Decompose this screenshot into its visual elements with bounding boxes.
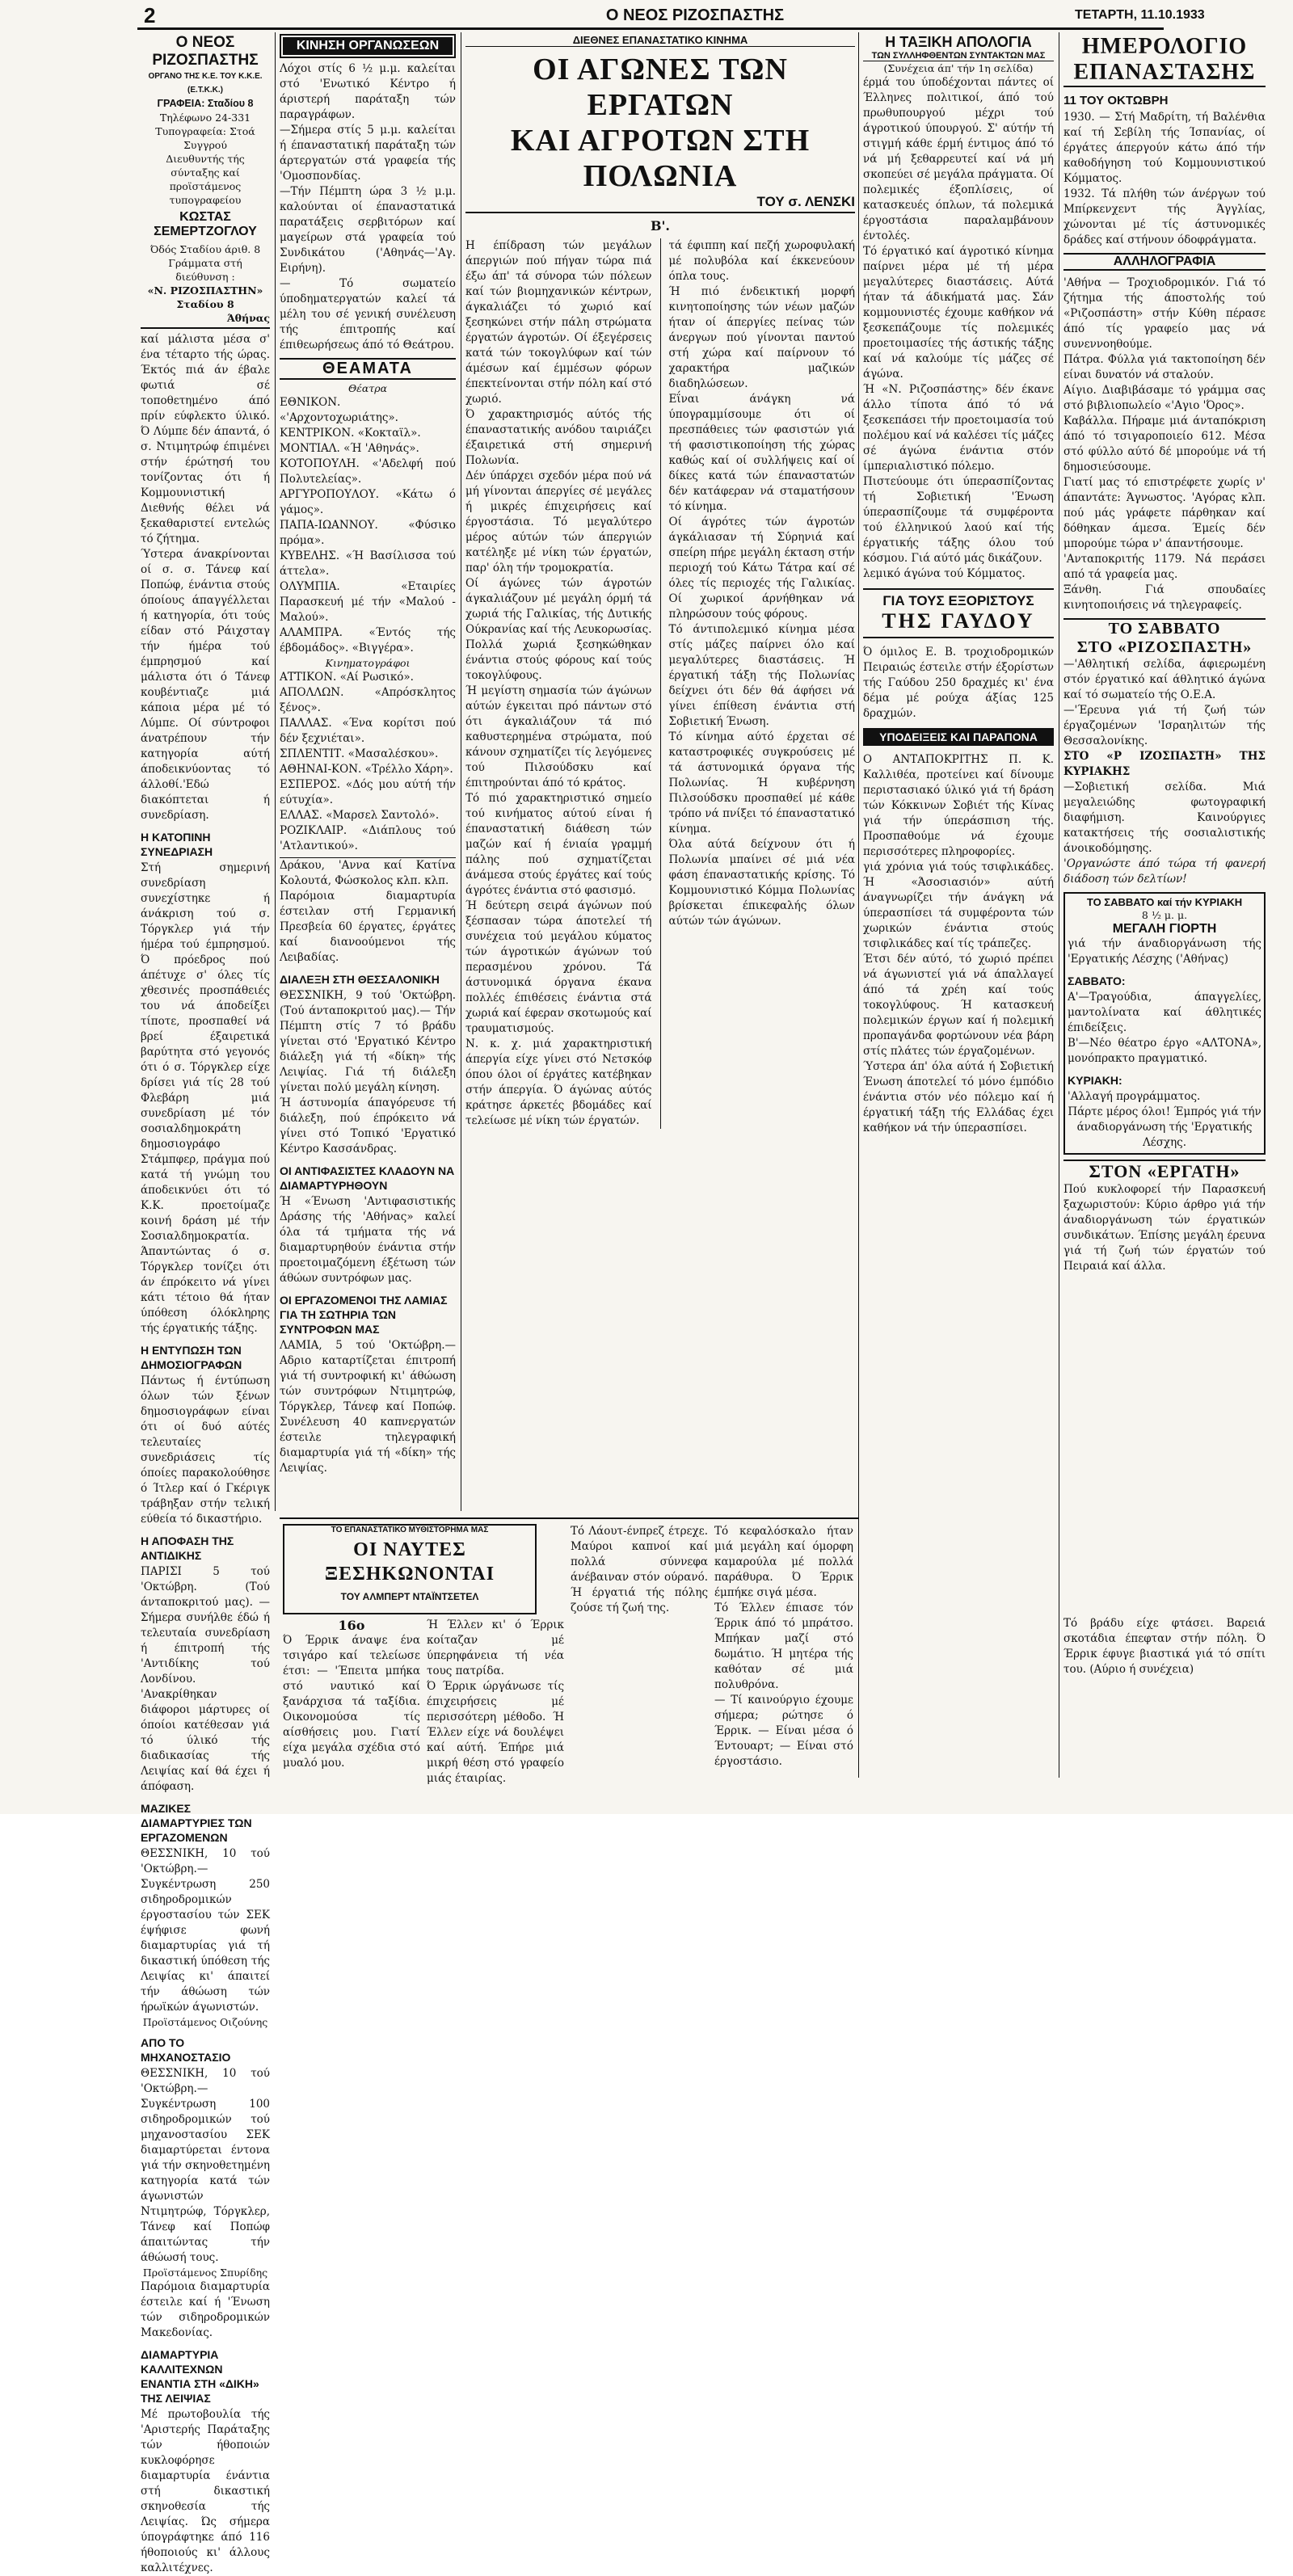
calendar-title: ΗΜΕΡΟΛΟΓΙΟ: [1081, 34, 1248, 59]
festival-line: ΤΟ ΣΑΒΒΑΤΟ καί τήν ΚΥΡΙΑΚΗ: [1086, 896, 1243, 908]
organizations-banner: [280, 34, 456, 58]
apology-title: Η ΤΑΞΙΚΗ ΑΠΟΛΟΓΙΑ: [885, 34, 1032, 50]
article-paragraph: — Τό σωματείο ύποδηματεργατών καλεί τά μέλη του σέ γενική συνέλευση τής έπιτροπής καί έπιθεωρήσεως άπό τό Θεάτρου.: [280, 277, 456, 351]
theatre-subheading: Θέατρα: [347, 382, 388, 394]
article-paragraph: Καβάλλα. Πήραμε μιά άνταπόκριση άπό τό τσιγαροποιείο 612. Μέσα στό φύλλο αύτό δέ μπορούμε νά τή δημοσιεύσουμε.: [1063, 415, 1266, 474]
article-paragraph: Ή «Ένωση 'Αντιφασιστικής Δράσης τής 'Αθήνας» καλεί όλα τά τμήματα τής νά διαμαρτυρηθούν ένάντια στήν προετοιμαζόμενη έξέτωση τών άθώων συντρόφων μας.: [280, 1195, 456, 1285]
section-rule: [280, 1517, 858, 1519]
direction: Διευθυντής τής σύνταξης καί προϊστάμενος τυπογραφείου: [166, 153, 245, 206]
article-column-right: [669, 238, 856, 1129]
column-rule: [858, 32, 859, 1778]
novel-banner: [283, 1524, 537, 1614]
theatre-listing: ΕΘΝΙΚΟΝ. «'Αρχοντοχωριάτης».: [280, 396, 398, 424]
novel-part: 16ο: [338, 1618, 365, 1633]
article-paragraph: —Τήν Πέμπτη ώρα 3 ½ μ.μ. καλούνται οί έπαναστατικά παρατάξεις σερβιτόρων καί μαγείρων στά γραφεία τού Συνδικάτου ('Αθηνάς—'Αγ. Ειρήνη).: [280, 185, 456, 275]
novel-column-3: [571, 1524, 708, 1804]
theatre-listing: ΚΟΤΟΠΟΥΛΗ. «'Αδελφή πού Πολυτελείας».: [280, 457, 456, 486]
article-paragraph: Δέν ύπάρχει σχεδόν μέρα πού νά μή γίνονται άπεργίες σέ μεγάλες ή μικρές έπιχειρήσεις καί έργοστάσια. Τό μεγαλύτερο μέρος αύτών τών άπεργιών κατέληξε μέ νίκη τών έργατών, παρ' όλη τήν τρομοκρατία.: [465, 469, 652, 575]
article-paragraph: Ν. κ. χ. μιά χαρακτηριστική άπεργία είχε γίνει στό Νετσκόφ όπου όλοι οί έργάτες κατέβηκαν στήν άπεργία. Ό άγώνας αύτός κράτησε άρκετές βδομάδες καί τελείωσε μέ νίκη τών έργατών.: [465, 1038, 652, 1127]
cinema-listing: ΑΤΤΙΚΟΝ. «Αί Ρωσικό».: [280, 671, 414, 684]
article-headline: ΟΙ ΑΓΩΝΕΣ ΤΩΝ ΕΡΓΑΤΩΝ: [533, 53, 788, 122]
section-heading: ΟΙ ΕΡΓΑΖΟΜΕΝΟΙ ΤΗΣ ΛΑΜΙΑΣ ΓΙΑ ΤΗ ΣΩΤΗΡΙΑ ΤΩΝ ΣΥΝΤΡΟΦΩΝ ΜΑΣ: [280, 1294, 448, 1336]
article-paragraph: —Σοβιετική σελίδα. Μιά μεγαλειώδης φωτογραφική διαφήμιση. Καινούργιες κατακτήσεις τής σοσιαλιστικής άνοικοδόμησης.: [1063, 781, 1266, 855]
festival-line: γιά τήν άναδιοργάνωση τής 'Εργατικής Λέσχης ('Αθήνας): [1068, 937, 1261, 966]
column-5: [863, 34, 1054, 1779]
article-paragraph: Πάτρα. Φύλλα γιά τακτοποίηση δέν είναι δυνατόν νά σταλούν.: [1063, 353, 1266, 381]
section-heading: Η ΕΝΤΥΠΩΣΗ ΤΩΝ ΔΗΜΟΣΙΟΓΡΑΦΩΝ: [141, 1344, 242, 1371]
masthead-rule: [137, 27, 1164, 30]
article-paragraph: Πάντως ή έντύπωση όλων τών ξένων δημοσιογράφων είναι ότι οί δυό αύτές τελευταίες συνεδριάσεις τίς όποίες παρακολούθησε ό Ίτλερ καί ό Γκέριγκ τράβηξαν στήν τελική εύθεία τό δικαστήριο.: [141, 1374, 270, 1526]
paper-subtitle: ΟΡΓΑΝΟ ΤΗΣ Κ.Ε. ΤΟΥ Κ.Κ.Ε. (Ε.Τ.Κ.Κ.): [148, 72, 263, 95]
novel-paragraph: Ή Έλλεν κι' ό Έρρικ κοίταζαν μέ ύπερηφάνεια τή νέα τους πατρίδα.: [427, 1618, 564, 1677]
novel-paragraph: Τό κεφαλόσκαλο ήταν μιά μεγάλη καί όμορφη καμαρούλα μέ πολλά παράθυρα. Ό Έρρικ έμπήκε σιγά μέσα.: [714, 1525, 853, 1599]
saturday-heading: ΤΟ ΣΑΒΒΑΤΟ: [1063, 618, 1266, 638]
article-paragraph: ΛΑΜΙΑ, 5 τού 'Οκτώβρη.— Αδριο καταρτίζεται έπιτροπή γιά τή συντροφική κι' άθώωση τών συντρόφων Ντιμητρώφ, Τόργκλερ, Τάνεφ καί Ποπώφ. Συνέλευση 40 καπνεργατών έστειλε τηλεγραφική διαμαρτυρία γιά τή «δίκη» τής Λειψίας.: [280, 1339, 456, 1475]
cinema-subheading: Κινηματογράφοι: [325, 657, 411, 669]
letters: Γράμματα στή διεύθυνση :: [168, 257, 242, 283]
continued-note: (Συνέχεια άπ' τήν 1η σελίδα): [883, 62, 1034, 74]
masthead-title: Ο ΝΕΟΣ ΡΙΖΟΣΠΑΣΤΗΣ: [605, 6, 785, 24]
theatre-list: [280, 395, 456, 656]
festival-line: Πάρτε μέρος όλοι! Έμπρός γιά τήν άναδιοργάνωση τής 'Εργατικής Λέσχης.: [1068, 1105, 1261, 1149]
novel-paragraph: — Τί καινούργιο έχουμε σήμερα; ρώτησε ό Έρρικ. — Είναι μέσα ό Έντουαρτ; — Είναι στό έργοστάσιο.: [714, 1694, 853, 1768]
article-paragraph: —'Αθλητική σελίδα, άφιερωμένη στόν έργατικό καί άθλητικό άγώνα καί τό σωματείο τής Ο.Ε.Α.: [1063, 658, 1266, 701]
article-paragraph: —Σήμερα στίς 5 μ.μ. καλείται ή έπαναστατική παράταξη τών άρτεργατών στά γραφεία τής 'Ομοσπονδίας.: [280, 124, 456, 183]
novel-column-5: [1063, 1616, 1266, 1804]
article-paragraph: 'Ανταποκριτής 1179. Νά περάσει από τά γραφεία μας.: [1063, 553, 1266, 581]
address: Όδός Σταδίου άριθ. 8: [150, 243, 261, 255]
article-paragraph: Εΐναι άνάγκη νά ύπογραμμίσουμε ότι οί πρεσπάθειες τών φασιστών γιά τή φασιστικοποίηση τής χώρας καθώς καί οί συλλήψεις καί οί δίκες κατά τών έπαναστατών δέν κατάφεραν νά σταματήσουν τό κίνημα.: [668, 393, 855, 513]
article-paragraph: Τό έργατικό καί άγροτικό κίνημα παίρνει μέρα μέ τή μέρα μεγαλύτερες διαστάσεις. Αύτά ήταν τά άδικήματά μας. Σάν κομμουνιστές έχουμε καθήκον νά ξεσκεπάζουμε τίς πολεμικές προετοιμασίες τής άστικής τάξης καί νά καλούμε τίς μάζες σέ άγώνα.: [863, 245, 1054, 381]
festival-line: ΣΑΒΒΑΤΟ:: [1068, 974, 1126, 987]
article-paragraph: Οί άγώνες τών άγροτών άγκαλιάζουν μέ μεγάλη όρμή τά χωριά τής Γαλικίας, τής Δυτικής Ούκρανίας καί τής Λευκορωσίας. Πολλά χωριά ξεσηκώθηκαν ένάντια στούς φόρους καί τούς τοκογλύφους.: [465, 577, 652, 682]
editor-name: ΚΩΣΤΑΣ ΣΕΜΕΡΤΖΟΓΛΟΥ: [154, 210, 257, 238]
paper-title: Ο ΝΕΟΣ ΡΙΖΟΣΠΑΣΤΗΣ: [152, 34, 259, 69]
article-paragraph: Ο ΑΝΤΑΠΟΚΡΙΤΗΣ Π. Κ. Καλλιθέα, προτείνει καί δίνουμε περιστασιακό ύλικό γιά τή δράση τών Κόκκινων Σοβιέτ τής Κίνας γιά τήν ύπεράσπιση τής. Προσπαθούμε νά έχουμε περισσότερες πληροφορίες.: [863, 753, 1054, 858]
article-paragraph: ΣΤΟ «Ρ ΙΖΟΣΠΑΣΤΗ» ΤΗΣ ΚΥΡΙΑΚΗΣ: [1063, 750, 1266, 778]
article-paragraph: Ή μεγίστη σημασία τών άγώνων αύτών έγκειται πρό πάντων στό ότι άγκαλιάζουν τά πιό καθυστερημένα στρώματα, πού κάνουν σχηματίζει τίς λεγόμενες τού Πιλσούδσκυ καί έπιτηρούνται άπό τό κράτος.: [465, 684, 652, 789]
article-paragraph: ΠΑΡΙΣΙ 5 τού 'Οκτώβρη. (Τού άνταποκριτού μας). — Σήμερα συνήλθε έδώ ή τελευταία συνεδρίαση ή έπιτροπή τής 'Αντιδίκης τού Λονδίνου. 'Ανακρίθηκαν διάφοροι μάρτυρες οί όποίοι κατέθεσαν γιά τό ύλικό τής διαδικασίας τής Λειψίας καί θά έχει ή άπόφαση.: [141, 1565, 270, 1793]
article-paragraph: 'Αθήνα — Τροχιοδρομικόν. Γιά τό ζήτημα τής άποστολής τού «Ριζοσπάστη» στήν Κύθη πέρασε άπό τίς γραφείο μας νά συνεννοηθούμε.: [1063, 276, 1266, 351]
article-paragraph: —'Έρευνα γιά τή ζωή τών έργαζομένων 'Ισραηλιτών τής Θεσσαλονίκης.: [1063, 704, 1266, 747]
section-heading: ΔΙΑΜΑΡΤΥΡΙΑ ΚΑΛΛΙΤΕΧΝΩΝ ΕΝΑΝΤΙΑ ΣΤΗ «ΔΙΚΗ» ΤΗΣ ΛΕΙΨΙΑΣ: [141, 2348, 259, 2405]
novel-paragraph: Ό Έρρικ ώργάνωσε τίς έπιχειρήσεις μέ περισσότερη μέθοδο. Ή Έλλεν είχε νά δουλέψει καί αύτή. Έπήρε μιά μικρή θέση στό γραφείο μιάς έταιρίας.: [427, 1680, 564, 1785]
article-paragraph: 'Οργανώστε άπό τώρα τή φανερή διάδοση τών δελτίων!: [1063, 857, 1266, 886]
section-heading: ΔΙΑΛΕΞΗ ΣΤΗ ΘΕΣΣΑΛΟΝΙΚΗ: [280, 973, 440, 986]
saturday-heading: ΣΤΟ «ΡΙΖΟΣΠΑΣΤΗ»: [1076, 638, 1253, 656]
article-paragraph: Λόχοι στίς 6 ½ μ.μ. καλείται στό 'Ενωτικό Κέντρο ή άριστερή παράταξη τών παραγράφων.: [280, 62, 456, 121]
organizations-title: ΚΙΝΗΣΗ ΟΡΓΑΝΩΣΕΩΝ: [283, 37, 453, 55]
column-rule: [660, 238, 661, 1129]
tips-banner: ΥΠΟΔΕΙΞΕΙΣ ΚΑΙ ΠΑΡΑΠΟΝΑ: [863, 728, 1054, 746]
section-heading: ΑΠΟ ΤΟ ΜΗΧΑΝΟΣΤΑΣΙΟ: [141, 2036, 231, 2064]
article-paragraph: Ή δεύτερη σειρά άγώνων πού ξέσπασαν τώρα άποτελεί τή συνέχεια τού μεγάλου κύματος τών άγροτικών άγώνων τού περασμένου χρόνου. Τά άστυνομικά όργανα έκανα πολλές έπιθέσεις ένάντια στά χωριά καί έφεραν σκοτωμούς καί τραυματισμούς.: [465, 899, 652, 1035]
theatre-listing: ΚΕΝΤΡΙΚΟΝ. «Κοκταϊλ».: [280, 427, 421, 440]
section-heading: Η ΚΑΤΟΠΙΝΗ ΣΥΝΕΔΡΙΑΣΗ: [141, 831, 213, 858]
cinema-listing: ΣΠΛΕΝΤΙΤ. «Μασαλέσκου».: [280, 747, 439, 760]
theatre-listing: ΚΥΒΕΛΗΣ. «Ή Βασίλισσα τού άττελα».: [280, 549, 456, 578]
exiles-banner: [863, 588, 1054, 638]
section-heading: ΜΑΖΙΚΕΣ ΔΙΑΜΑΡΤΥΡΙΕΣ ΤΩΝ ΕΡΓΑΖΟΜΕΝΩΝ: [141, 1802, 252, 1844]
calendar-title: ΕΠΑΝΑΣΤΑΣΗΣ: [1063, 60, 1266, 87]
article-paragraph: Δράκου, 'Αννα καί Κατίνα Κολουτά, Φώσκολος κλπ. κλπ.: [280, 859, 456, 887]
poland-article: [465, 34, 855, 1513]
cinema-list: [280, 670, 456, 854]
article-byline: ΤΟΥ σ. ΛΕΝΣΚΙ: [465, 194, 855, 213]
novel-kicker: ΤΟ ΕΠΑΝΑΣΤΑΤΙΚΟ ΜΥΘΙΣΤΟΡΗΜΑ ΜΑΣ: [331, 1526, 489, 1534]
article-column-left: [465, 238, 652, 1129]
cinema-listing: ΕΣΠΕΡΟΣ. «Δός μου αύτή τήν εύτυχία».: [280, 778, 456, 806]
article-paragraph: Στή σημερινή συνεδρίαση συνεχίστηκε ή άνάκριση τού σ. Τόργκλερ γιά τήν ήμέρα τού έμπρησμού. Ό πρόεδρος πού άπέτυχε σ' όλες τίς χθεσινές προσπάθειές του νά άποδείξει τίποτε, προσπαθεί νά βρεί έξαιρετικά βαρύτητα στό γεγονός ότι ό σ. Τόργκλερ είχε δρίσει γιά τίς 28 τού Φλεβάρη μιά συνεδρίαση μέ τόν σοσιαλδημοκράτη δημοσιογράφο Στάμπφερ, πράγμα πού κατά τή γνώμη του άποδεικνύει ότι τό Κ.Κ. προετοίμαζε κοινή δράση μέ τήν Σοσιαλδημοκρατία. Άπαντώντας ό σ. Τόργκλερ τονίζει ότι άν έπρόκειτο νά γίνει κάτι τέτοιο θά ήταν ύπόθεση όλόκληρης τής έργατικής τάξης.: [141, 861, 270, 1335]
letters-address: «Ν. ΡΙΖΟΣΠΑΣΤΗΝ» Σταδίου 8: [147, 284, 263, 310]
festival-line: 'Αλλαγή προγράμματος.: [1068, 1090, 1201, 1103]
festival-line: Α'—Τραγούδια, άπαγγελίες, μαντολίνατα καί άθλητικές έπιδείξεις.: [1068, 991, 1261, 1034]
theatre-listing: ΑΡΓΥΡΟΠΟΥΛΟΥ. «Κάτω ό γάμος».: [280, 488, 456, 516]
novel-paragraph: Τό βράδυ είχε φτάσει. Βαρειά σκοτάδια έπεφταν στήν πόλη. Ό Έρρικ έφυγε βιαστικά γιά τό σπίτι του. (Αύριο ή συνέχεια): [1063, 1617, 1266, 1676]
press: Τυπογραφεία: Στοά Συγγρού: [155, 125, 255, 151]
cinema-listing: ΕΛΛΑΣ. «Μαρσελ Σαντολό».: [280, 809, 440, 822]
article-paragraph: Ύστερα άπ' όλα αύτά ή Σοβιετική Ένωση άποτελεί τό μόνο έμπόδιο ένάντια στόν νέο πόλεμο καί ή έργατική τάξη τής Ελλάδας έχει καθήκον νά τήν ύπερασπίσει.: [863, 1060, 1054, 1134]
signature: Προϊστάμενος Σπυρίδης: [142, 2267, 268, 2279]
theatre-listing: ΑΛΑΜΠΡΑ. «Έντός τής έβδομάδος». «Βιγγέρα».: [280, 626, 456, 655]
cinema-listing: ΑΘΗΝΑΙ-ΚΟΝ. «Τρέλλο Χάρη».: [280, 763, 453, 776]
article-paragraph: Τό κίνημα αύτό έρχεται σέ καταστροφικές συγκρούσεις μέ τά άστυνομικά όργανα τής Πολωνίας. Ή κυβέρνηση Πιλσούδσκυ προσπαθεί μέ κάθε τρόπο νά πνίξει τό έπαναστατικό κίνημα.: [668, 730, 855, 836]
article-paragraph: Οί άγρότες τών άγροτών άγκάλιασαν τή Σύρηνιά καί σπείρη πήρε μεγάλη έκταση στήν περιοχή τού Κάτω Τάτρα καί σέ όλες τίς περιοχές τής Γαλικίας. Οί χωρικοί άρνήθηκαν νά πληρώσουν τούς φόρους.: [668, 516, 855, 621]
column-1: [141, 34, 270, 2574]
article-paragraph: Αίγιο. Διαβιβάσαμε τό γράμμα σας στό βιβλιοπωλείο «'Αγιο 'Όρος».: [1063, 384, 1266, 412]
article-paragraph: 1930. — Στή Μαδρίτη, τή Βαλένθια καί τή Σεβίλη τής Ίσπανίας, οί έργάτες άπεργούν κάτω άπό τήν καθοδήγηση τού Κομμουνιστικού Κόμματος.: [1063, 111, 1266, 185]
novel-author: ΤΟΥ ΑΛΜΠΕΡΤ ΝΤΑΪΝΤΣΕΤΕΛ: [340, 1591, 479, 1602]
cinema-listing: ΠΑΛΛΑΣ. «Ένα κορίτσι πού δέν ξεχνιέται».: [280, 717, 456, 745]
cinema-listing: ΑΠΟΛΛΩΝ. «Απρόσκλητος ξένος».: [280, 686, 456, 714]
festival-line: Β'—Νέο θέατρο έργο «ΑΛΤΟΝΑ», μονόπρακτο πραγματικό.: [1068, 1037, 1261, 1065]
section-heading: Η ΑΠΟΦΑΣΗ ΤΗΣ ΑΝΤΙΔΙΚΗΣ: [141, 1534, 234, 1562]
article-paragraph: ΘΕΣΣΝΙΚΗ, 9 τού 'Οκτώβρη. (Τού άνταποκριτού μας).— Τήν Πέμπτη στίς 7 τό βράδυ γίνεται στό 'Εργατικό Κέντρο διάλεξη γιά τή «δίκη» τής Λειψίας. Γιά τή διάλεξη γίνεται πολύ μεγάλη κίνηση.: [280, 989, 456, 1094]
article-paragraph: Τό πιό χαρακτηριστικό σημείο τού κινήματος αύτού είναι ή έπαναστατική διάθεση τών μαζών καί ή ένιαία γραμμή πάλης πού σχηματίζεται άνάμεσα στούς έργάτες καί τούς άγρότες ένάντια στό φασισμό.: [465, 792, 652, 897]
festival-line: ΚΥΡΙΑΚΗ:: [1068, 1074, 1122, 1087]
theatre-listing: ΜΟΝΤΙΑΛ. «Ή 'Αθηνάς».: [280, 442, 419, 455]
masthead-date: ΤΕΤΑΡΤΗ, 11.10.1933: [1075, 8, 1205, 22]
correspondence-heading: ΑΛΛΗΛΟΓΡΑΦΙΑ: [1063, 253, 1266, 271]
festival-box: [1063, 892, 1266, 1155]
theatre-heading: ΘΕΑΜΑΤΑ: [280, 358, 456, 380]
novel-column-2: [427, 1618, 564, 1804]
article-paragraph: Ή πιό ένδεικτική μορφή κινητοποίησης τών νέων μαζών ήταν οί άπεργίες πείνας τών άνεργων πού γίνονται παντού στή χώρα καί παίρνουν τό χαρακτήρα μαζικών διαδηλώσεων.: [668, 285, 855, 390]
article-paragraph: Όλα αύτά δείχνουν ότι ή Πολωνία μπαίνει σέ μιά νέα φάση έπαναστατικής κρίσης. Τό Κομμουνιστικό Κόμμα Πολωνίας βρίσκεται έπικεφαλής όλων αύτών τών άγώνων.: [668, 838, 855, 928]
exiles-title: ΓΙΑ ΤΟΥΣ ΕΞΟΡΙΣΤΟΥΣ: [882, 593, 1034, 608]
article-paragraph: Η έπίδραση τών μεγάλων άπεργιών πού πήγαν τώρα πιά έξω άπ' τά σύνορα τών πόλεων καί τών βιομηχανικών κέντρων, άγκαλιάζει τό χωριό καί ξεσηκώνει στήν πάλη στρώματα έργατών άγροτών. Οί έξεγέρσεις κατά τών τοκογλύφων καί τών άμέσων καί έμμέσων φόρων έπεκτείνονται στήν πόλη καί στό χωριό.: [465, 239, 652, 406]
cinema-listing: ΡΟΖΙΚΛΑΙΡ. «Διάπλους τού 'Ατλαντικού».: [280, 824, 456, 852]
novel-column-4: [714, 1524, 853, 1804]
column-6: [1063, 34, 1266, 1795]
article-part: Β'.: [651, 218, 670, 234]
offices: ΓΡΑΦΕΙΑ: Σταδίου 8: [157, 98, 254, 109]
novel-paragraph: Ό Έρρικ άναψε ένα τσιγάρο καί τελείωσε έτσι: — 'Έπειτα μπήκα στό ναυτικό καί ξανάρχισα τά ταξίδια. Οικονομούσα τίς αίσθήσεις μου. Γιατί είχα μεγάλα σχέδια στό μυαλό μου.: [283, 1634, 420, 1770]
article-paragraph: Γιατί μας τό επιστρέφετε χωρίς ν' άπαντάτε: Άγνωστος. 'Αγόρας κλπ. πού μάς γράφετε πάρθηκαν καί δόθηκαν άμεσα. Έμείς δέν μπορούμε τώρα ν' άπαντήσουμε.: [1063, 476, 1266, 550]
article-paragraph: Ή «Ν. Ριζοσπάστης» δέν έκανε άλλο τίποτα άπό τό νά ξεσκεπάσει τήν προετοιμασία τού πολέμου καί νά καλέσει τίς μάζες σέ άγώνα ένάντια στόν ίμπεριαλιστικό πόλεμο.: [863, 383, 1054, 473]
column-rule: [275, 32, 276, 1511]
festival-title: ΜΕΓΑΛΗ ΓΙΟΡΤΗ: [1112, 922, 1217, 936]
calendar-date: 11 ΤΟΥ ΟΚΤΩΒΡΗ: [1063, 94, 1169, 107]
novel-paragraph: Τό Έλλεν έπιασε τόν Έρρικ άπό τό μπράτσο. Μπήκαν μαζί στό δωμάτιο. Ή μητέρα τής καθόταν σέ μιά πολυθρόνα.: [714, 1602, 853, 1691]
article-paragraph: Ξάνθη. Γιά σπουδαίες κινητοποιήσεις νά τηλεγραφείς.: [1063, 583, 1266, 612]
article-paragraph: ΘΕΣΣΝΙΚΗ, 10 τού 'Οκτώβρη.— Συγκέντρωση 250 σιδηροδρομικών έργοστασίου τών ΣΕΚ έψήφισε φωνή διαμαρτυρίας γιά τή δικαστική ύπόθεση τής Λειψίας κι' άπαιτεί τήν άθώωση τών ήρωϊκών άγωνιστών.: [141, 1847, 270, 2014]
festival-line: 8 ½ μ. μ.: [1141, 909, 1188, 921]
article-paragraph: Πιστεύουμε ότι ύπερασπίζοντας τή Σοβιετική 'Ένωση ύπερασπίζουμε τά συμφέροντα τού έλληνικού λαού καί τής έργατικής τάξης όλου τού κόσμου. Γιά αύτό μάς δικάζουν.: [863, 475, 1054, 565]
article-columns: [465, 238, 855, 1129]
article-headline: ΚΑΙ ΑΓΡΟΤΩΝ ΣΤΗ ΠΟΛΩΝΙΑ: [510, 124, 811, 193]
novel-paragraph: Τό Λάουτ-ένπρεζ έτρεχε. Μαύροι καπνοί καί πολλά σύννεφα άνέβαιναν στόν ούρανό. Ή έργατιά τής πόλης ζούσε τή ζωή της.: [571, 1525, 708, 1614]
article-paragraph: Ό χαρακτηρισμός αύτός τής έπαναστατικής ανόδου ταιριάζει έξαιρετικά στή σημερινή Πολωνία.: [465, 408, 652, 467]
article-paragraph: Παρόμοια διαμαρτυρία έστειλε καί ή 'Ένωση τών σιδηροδρομικών Μακεδονίας.: [141, 2280, 270, 2339]
section-heading: ΟΙ ΑΝΤΙΦΑΣΙΣΤΕΣ ΚΛΑΔΟΥΝ ΝΑ ΔΙΑΜΑΡΤΥΡΗΘΟΥΝ: [280, 1164, 455, 1192]
article-paragraph: γιά χρόνια γιά τούς τσιφλικάδες. Ή «Άσοσιασιόν» αύτή άναγνωρίζει τήν άνάγκη νά ύπερασπίσει τά συμφέροντα τών χωρικών ένάντια στούς τσιφλικάδες καί τίς τράπεζες.: [863, 861, 1054, 950]
article-paragraph: τά έφιππη καί πεζή χωροφυλακή μέ πολυβόλα καί έκκενεύουν όπλα τους.: [668, 239, 855, 283]
column-2: [280, 34, 456, 1513]
novel-column-1: [283, 1618, 420, 1804]
article-paragraph: λεμικό άγώνα τού Κόμματος.: [863, 567, 1026, 580]
novel-title: ΟΙ ΝΑΥΤΕΣ ΞΕΣΗΚΩΝΟΝΤΑΙ: [324, 1539, 495, 1585]
article-paragraph: ΘΕΣΣΝΙΚΗ, 10 τού 'Οκτώβρη.— Συγκέντρωση 100 σιδηροδρομικών τού μηχανοστασίου ΣΕΚ διαμαρτύρεται έντονα γιά τήν σκηνοθετημένη κατηγορία κατά τών άγωνιστών Ντιμητρώφ, Τόργκλερ, Τάνεφ καί Ποπώφ άπαιτώντας τήν άθώωσή τους.: [141, 2067, 270, 2264]
article-paragraph: καί μάλιστα μέσα σ' ένα τέταρτο τής ώρας. Έκτός πιά άν έβαλε φωτιά σέ τοποθετημένο άπό πρίν εύφλεκτο ύλικό. Ό Λύμπε δέν άπαντά, ό σ. Ντιμητρώφ έπιμένει στήν έρώτησή του τονίζοντας ότι ή Κομμουνιστική Διεθνής θέλει νά ξεκαθαριστεί εντελώς τό ζήτημα.: [141, 333, 270, 545]
theatre-listing: ΟΛΥΜΠΙΑ. «Εταιρίες Παρασκευή μέ τήν «Μαλού - Μαλού».: [280, 580, 456, 624]
phone: Τηλέφωνο 24-331: [159, 112, 251, 124]
signature: Προϊστάμενος Οιζούνης: [142, 2016, 268, 2028]
article-paragraph: Παρόμοια διαμαρτυρία έστειλαν στή Γερμανική Πρεσβεία 60 έργατες, έργάτες καί διανοούμενοι τής Λειβαδίας.: [280, 890, 456, 964]
article-paragraph: Τό άντιπολεμικό κίνημα μέσα στίς μάζες παίρνει όλο καί μεγαλύτερες διαστάσεις. Ή έργατική τάξη τής Πολωνίας δείχνει ότι δέν θά άφήσει νά γίνει έπίθεση ένάντια στή Σοβιετική Ένωση.: [668, 623, 855, 728]
city: Άθήνας: [141, 311, 270, 329]
ergatis-heading: ΣΤΟΝ «ΕΡΓΑΤΗ»: [1063, 1160, 1266, 1182]
theatre-listing: ΠΑΠΑ-ΙΩΑΝΝΟΥ. «Φύσικο πρόμα».: [280, 519, 456, 547]
article-kicker: ΔΙΕΘΝΕΣ ΕΠΑΝΑΣΤΑΤΙΚΟ ΚΙΝΗΜΑ: [465, 34, 855, 47]
article-paragraph: Ύστερα άνακρίνονται οί σ. σ. Τάνεφ καί Ποπώφ, ένάντια στούς όποίους άπαγγέλλεται ή κατηγορία, ότι τούς είδαν στό Ράιχσταγ τήν ήμέρα τού έμπρησμού καί μάλιστα ότι ό Τάνεφ κουβέντιαζε μιά κάποια μέρα μέ τό Λύμπε. Οί σύντροφοι άνατρέπουν τήν κατηγορία αύτή άποδεικνύοντας τό άλλοθί.'Εδώ διακόπτεται ή συνεδρίαση.: [141, 548, 270, 822]
article-paragraph: Μέ πρωτοβουλία τής 'Αριστερής Παράταξης τών ήθοποιών κυκλοφόρησε διαμαρτυρία ένάντια στή δικαστική σκηνοθεσία τής Λειψίας. Ώς σήμερα ύπογράφτηκε άπό 116 ήθοποιούς κι' άλλους καλλιτέχνες.: [141, 2408, 270, 2574]
article-paragraph: Έτσι δέν αύτό, τό χωριό πρέπει νά άγωνιστεί γιά νά άπαλλαγεί άπό τά χρέη καί τούς τοκογλύφους. Ή κατασκευή πολεμικών έργων καί ή πολεμική προπαγάνδα φορτώνουν νέα βάρη στίς πλάτες τών έργαζομένων.: [863, 953, 1054, 1058]
article-paragraph: 1932. Τά πλήθη τών άνέργων τού Μπίρκενχεντ τής Άγγλίας, χώνονται μέ τίς άστυνομικές δράδες καί στήνουν όδοφράγματα.: [1063, 187, 1266, 246]
article-paragraph: Πού κυκλοφορεί τήν Παρασκευή ξαχωριστούν: Κύριο άρθρο γιά τήν άναδιοργάνωση τών έργατικών συνδικάτων. Έπίσης μεγάλη έρευνα γιά τή ζωή τών έργατών τού Πειραιά καί άλλα.: [1063, 1183, 1266, 1273]
article-paragraph: Ό όμιλος Ε. Β. τροχιοδρομικών Πειραιώς έστειλε στήν έξορίστων τής Γαύδου 250 δραχμές κι' ένα δέμα μέ ρούχα άξίας 125 δραχμών.: [863, 646, 1054, 720]
exiles-title-large: ΤΗΣ ΓΑΥΔΟΥ: [882, 609, 1035, 633]
apology-subtitle: ΤΩΝ ΣΥΛΛΗΦΘΕΝΤΩΝ ΣΥΝΤΑΚΤΩΝ ΜΑΣ: [863, 51, 1054, 61]
page-number: 2: [144, 3, 156, 27]
article-paragraph: Ή άστυνομία άπαγόρευσε τή διάλεξη, πού έπρόκειτο νά γίνει στό Τοπικό 'Εργατικό Κέντρο Κασσάνδρας.: [280, 1096, 456, 1155]
article-paragraph: έρμά του ύποδέχονται πάντες οί Έλληνες πολιτικοί, άπό τού πρωθυπουργού μέχρι τού άγροτικού ύπουργού. Σ' αύτήν τή στιγμή κάθε έρμή έντιμος άπό τό νά μή ξεθαρρευτεί καί νά μή σκοπεύει σέ μεγάλα πράγματα. Οί πολεμικές έξοπλίσεις, οί κατασκευές όπλων, τά πολεμικά έργοστάσια παραλαμβάνουν έντολές.: [863, 76, 1054, 242]
